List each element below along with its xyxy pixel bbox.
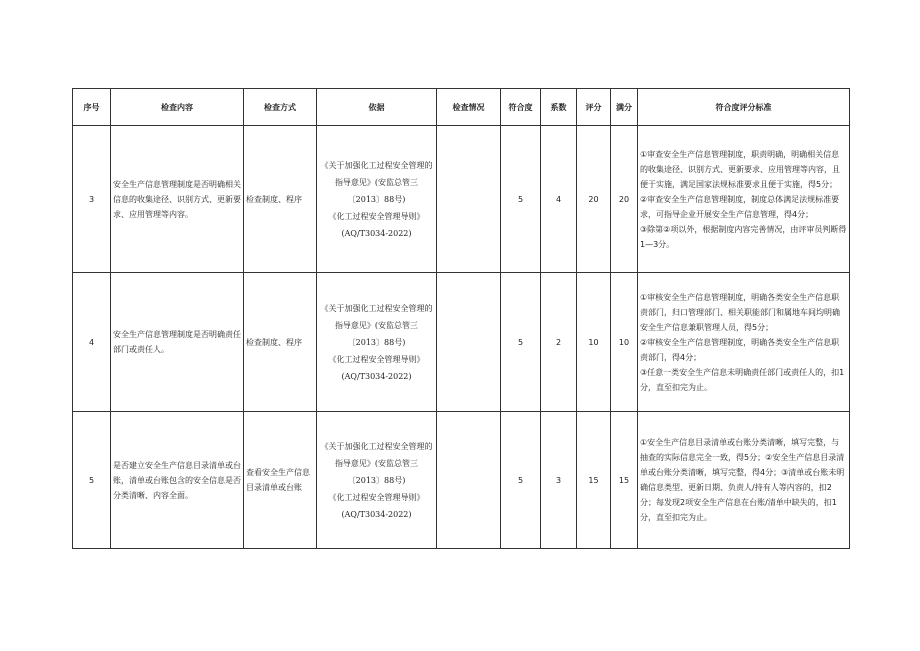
header-method: 检查方式	[244, 89, 317, 126]
row-full: 10	[611, 273, 638, 412]
basis-line: 《化工过程安全管理导则》(AQ/T3034-2022)	[328, 354, 425, 381]
row-full: 15	[611, 412, 638, 549]
row-situation	[437, 412, 501, 549]
basis-line: 《关于加强化工过程安全管理的指导意见》(安监总管三〔2013〕88号)	[320, 441, 433, 485]
row-criteria	[638, 273, 850, 412]
row-score: 10	[577, 273, 611, 412]
criteria-line: ③除第②项以外，根据制度内容完善情况，由评审员判断得1—3分。	[640, 224, 847, 249]
row-content: 是否建立安全生产信息目录清单或台账，清单或台账包含的安全信息是否分类清晰、内容全面。	[111, 412, 244, 549]
inspection-sheet	[72, 88, 850, 549]
criteria-line: ③任意一类安全生产信息未明确责任部门或责任人的，扣1分，直至扣完为止。	[640, 367, 845, 392]
row-criteria	[638, 126, 850, 273]
row-seq: 5	[73, 412, 111, 549]
row-coef: 2	[541, 273, 577, 412]
table-row	[73, 273, 850, 412]
header-situation: 检查情况	[437, 89, 501, 126]
basis-line: 《关于加强化工过程安全管理的指导意见》(安监总管三〔2013〕88号)	[320, 160, 433, 204]
basis-line: 《化工过程安全管理导则》(AQ/T3034-2022)	[328, 211, 425, 238]
row-content: 安全生产信息管理制度是否明确相关信息的收集途径、识别方式、更新要求、应用管理等内容。	[111, 126, 244, 273]
row-coef: 4	[541, 126, 577, 273]
row-method: 查看安全生产信息目录清单或台账	[244, 412, 317, 549]
inspection-table	[72, 88, 850, 549]
criteria-line: ①审核安全生产信息管理制度，明确各类安全生产信息职责部门，归口管理部门、相关职能部门和属地车间均明确安全生产信息兼职管理人员，得5分；	[640, 292, 840, 332]
row-score: 15	[577, 412, 611, 549]
row-compliance: 5	[501, 126, 541, 273]
criteria-line: ②审核安全生产信息管理制度，明确各类安全生产信息职责部门，得4分；	[640, 337, 840, 362]
header-full: 满分	[611, 89, 638, 126]
row-compliance: 5	[501, 412, 541, 549]
header-score: 评分	[577, 89, 611, 126]
header-compliance: 符合度	[501, 89, 541, 126]
row-full: 20	[611, 126, 638, 273]
basis-line: 《化工过程安全管理导则》(AQ/T3034-2022)	[328, 492, 425, 519]
criteria-line: ①安全生产信息目录清单或台账分类清晰，填写完整，与抽查的实际信息完全一致，得5分；②安全生产信息目录清单或台账分类清晰，填写完整，得4分；③清单或台账未明确信息类型、更新日期、负责人/持有人等内容的，扣2分；每发现2项安全生产信息在台账/清单中缺失的，扣1分，直至扣完为止。	[640, 438, 845, 522]
row-seq: 4	[73, 273, 111, 412]
criteria-line: ①审查安全生产信息管理制度，职责明确，明确相关信息的收集途径、识别方式、更新要求、应用管理等内容，且便于实施，满足国家法规标准要求且便于实施，得5分；	[640, 149, 840, 189]
header-content: 检查内容	[111, 89, 244, 126]
row-coef: 3	[541, 412, 577, 549]
row-content: 安全生产信息管理制度是否明确责任部门或责任人。	[111, 273, 244, 412]
row-basis	[317, 126, 437, 273]
row-basis	[317, 273, 437, 412]
row-situation	[437, 126, 501, 273]
row-basis	[317, 412, 437, 549]
row-situation	[437, 273, 501, 412]
row-method: 检查制度、程序	[244, 126, 317, 273]
row-seq: 3	[73, 126, 111, 273]
row-compliance: 5	[501, 273, 541, 412]
table-row	[73, 126, 850, 273]
header-row	[73, 89, 850, 126]
header-coef: 系数	[541, 89, 577, 126]
row-method: 检查制度、程序	[244, 273, 317, 412]
header-basis: 依据	[317, 89, 437, 126]
row-criteria	[638, 412, 850, 549]
header-criteria: 符合度评分标准	[638, 89, 850, 126]
header-seq: 序号	[73, 89, 111, 126]
basis-line: 《关于加强化工过程安全管理的指导意见》(安监总管三〔2013〕88号)	[320, 303, 433, 347]
criteria-line: ②审查安全生产信息管理制度，制度总体满足法规标准要求，可指导企业开展安全生产信息管理，得4分；	[640, 194, 840, 219]
row-score: 20	[577, 126, 611, 273]
table-row	[73, 412, 850, 549]
